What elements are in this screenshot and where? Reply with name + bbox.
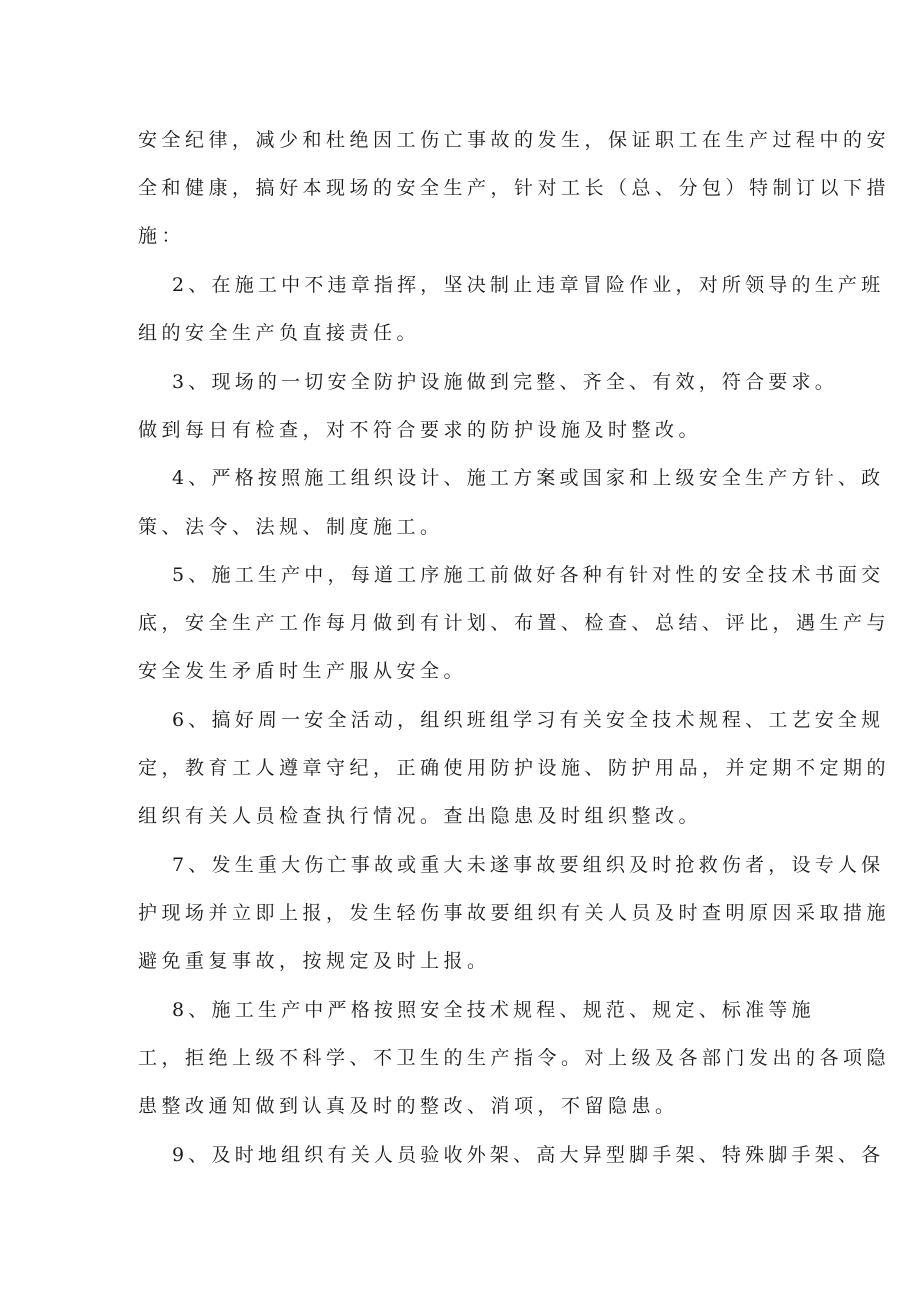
text-line: 组的安全生产负直接责任。: [138, 322, 421, 344]
text-line: 6、搞好周一安全活动，组织班组学习有关安全技术规程、工艺安全规: [172, 709, 885, 731]
text-line: 做到每日有检查，对不符合要求的防护设施及时整改。: [138, 419, 703, 441]
text-line: 安全发生矛盾时生产服从安全。: [138, 660, 468, 682]
text-line: 护现场并立即上报，发生轻伤事故要组织有关人员及时查明原因采取措施: [138, 902, 891, 924]
text-line: 避免重复事故，按规定及时上报。: [138, 950, 491, 972]
text-line: 策、法令、法规、制度施工。: [138, 516, 444, 538]
text-line: 施：: [138, 225, 186, 247]
text-line: 定，教育工人遵章守纪，正确使用防护设施、防护用品，并定期不定期的: [138, 757, 891, 779]
text-line: 患整改通知做到认真及时的整改、消项，不留隐患。: [138, 1095, 679, 1117]
text-line: 3、现场的一切安全防护设施做到完整、齐全、有效，符合要求。: [172, 371, 838, 393]
text-line: 9、及时地组织有关人员验收外架、高大异型脚手架、特殊脚手架、各: [172, 1144, 885, 1166]
text-line: 8、施工生产中严格按照安全技术规程、规范、规定、标准等施: [172, 999, 815, 1021]
text-line: 工，拒绝上级不科学、不卫生的生产指令。对上级及各部门发出的各项隐: [138, 1047, 891, 1069]
text-line: 组织有关人员检查执行情况。查出隐患及时组织整改。: [138, 805, 703, 827]
text-line: 安全纪律，减少和杜绝因工伤亡事故的发生，保证职工在生产过程中的安: [138, 129, 891, 151]
text-line: 底，安全生产工作每月做到有计划、布置、检查、总结、评比，遇生产与: [138, 612, 891, 634]
text-line: 5、施工生产中，每道工序施工前做好各种有针对性的安全技术书面交: [172, 564, 885, 586]
text-line: 全和健康，搞好本现场的安全生产，针对工长（总、分包）特制订以下措: [138, 177, 891, 199]
text-line: 7、发生重大伤亡事故或重大未遂事故要组织及时抢救伤者，设专人保: [172, 854, 885, 876]
text-line: 4、严格按照施工组织设计、施工方案或国家和上级安全生产方针、政: [172, 467, 885, 489]
text-line: 2、在施工中不违章指挥，坚决制止违章冒险作业，对所领导的生产班: [172, 274, 885, 296]
